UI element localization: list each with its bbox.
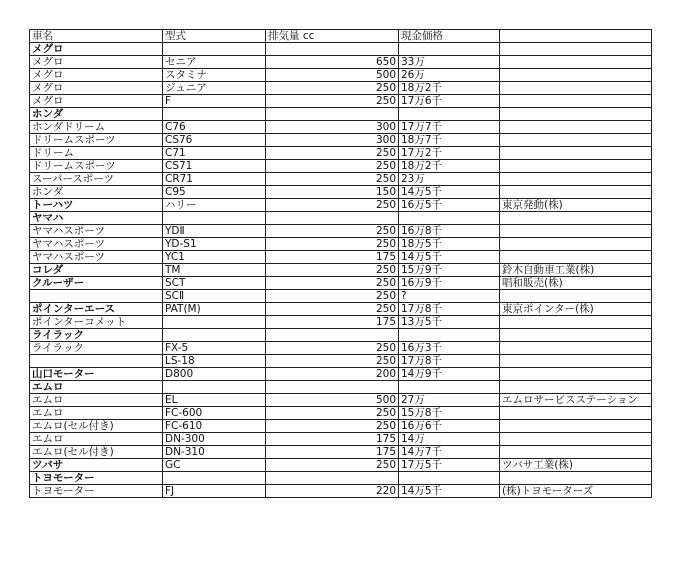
price-cell xyxy=(399,381,500,394)
model-cell: CS76 xyxy=(163,134,266,147)
car-name-cell: ライラック xyxy=(30,342,163,355)
maker-cell xyxy=(500,69,652,82)
car-name-cell: ヤマハスポーツ xyxy=(30,238,163,251)
car-name-cell: ポインターコメット xyxy=(30,316,163,329)
model-cell: GC xyxy=(163,459,266,472)
model-cell xyxy=(163,108,266,121)
displacement-cell: 150 xyxy=(266,186,399,199)
table-row xyxy=(30,290,652,303)
model-cell: LS-18 xyxy=(163,355,266,368)
maker-cell: (株)トヨモーターズ xyxy=(500,485,652,498)
model-cell: YDⅡ xyxy=(163,225,266,238)
car-name-cell: ホンダ xyxy=(30,108,163,121)
price-cell xyxy=(399,43,500,56)
header-displacement: 排気量 cc xyxy=(266,30,399,43)
maker-cell: エムロサービスステーション xyxy=(500,394,652,407)
price-cell: 15万8千 xyxy=(399,407,500,420)
model-cell: DN-310 xyxy=(163,446,266,459)
model-cell: D800 xyxy=(163,368,266,381)
group-row xyxy=(30,212,652,225)
group-row xyxy=(30,108,652,121)
price-cell: 17万8千 xyxy=(399,355,500,368)
header-maker xyxy=(500,30,652,43)
model-cell: F xyxy=(163,95,266,108)
car-name-cell: メグロ xyxy=(30,43,163,56)
price-cell: 14万5千 xyxy=(399,251,500,264)
table-row xyxy=(30,121,652,134)
table-row xyxy=(30,238,652,251)
maker-cell xyxy=(500,56,652,69)
displacement-cell xyxy=(266,472,399,485)
displacement-cell xyxy=(266,329,399,342)
displacement-cell: 250 xyxy=(266,303,399,316)
table-row xyxy=(30,433,652,446)
car-name-cell: ホンダ xyxy=(30,186,163,199)
car-name-cell: トーハツ xyxy=(30,199,163,212)
price-cell: 15万9千 xyxy=(399,264,500,277)
displacement-cell xyxy=(266,108,399,121)
maker-cell xyxy=(500,186,652,199)
group-row xyxy=(30,199,652,212)
price-table xyxy=(29,29,652,498)
displacement-cell: 175 xyxy=(266,316,399,329)
maker-cell xyxy=(500,381,652,394)
car-name-cell: ドリーム xyxy=(30,147,163,160)
group-row xyxy=(30,43,652,56)
displacement-cell: 175 xyxy=(266,446,399,459)
model-cell: EL xyxy=(163,394,266,407)
displacement-cell: 250 xyxy=(266,420,399,433)
price-cell: 14万 xyxy=(399,433,500,446)
table-row xyxy=(30,147,652,160)
header-cash-price: 現金価格 xyxy=(399,30,500,43)
price-cell: 14万9千 xyxy=(399,368,500,381)
price-cell: 16万6千 xyxy=(399,420,500,433)
displacement-cell: 500 xyxy=(266,394,399,407)
maker-cell xyxy=(500,225,652,238)
car-name-cell: クルーザー xyxy=(30,277,163,290)
maker-cell: 唱和販売(株) xyxy=(500,277,652,290)
car-name-cell: エムロ(セル付き) xyxy=(30,446,163,459)
maker-cell xyxy=(500,342,652,355)
displacement-cell: 250 xyxy=(266,147,399,160)
price-cell: ? xyxy=(399,290,500,303)
maker-cell xyxy=(500,43,652,56)
displacement-cell: 250 xyxy=(266,264,399,277)
displacement-cell: 250 xyxy=(266,290,399,303)
price-cell: 14万7千 xyxy=(399,446,500,459)
price-table-body xyxy=(30,30,652,498)
model-cell xyxy=(163,43,266,56)
group-row xyxy=(30,277,652,290)
header-car-name: 車名 xyxy=(30,30,163,43)
maker-cell xyxy=(500,290,652,303)
displacement-cell: 250 xyxy=(266,238,399,251)
displacement-cell: 250 xyxy=(266,160,399,173)
price-cell: 17万6千 xyxy=(399,95,500,108)
car-name-cell: ライラック xyxy=(30,329,163,342)
car-name-cell: ツバサ xyxy=(30,459,163,472)
car-name-cell: メグロ xyxy=(30,95,163,108)
model-cell: FX-5 xyxy=(163,342,266,355)
car-name-cell: エムロ xyxy=(30,381,163,394)
price-cell: 14万5千 xyxy=(399,485,500,498)
model-cell xyxy=(163,329,266,342)
model-cell: SCT xyxy=(163,277,266,290)
price-cell xyxy=(399,108,500,121)
model-cell: C76 xyxy=(163,121,266,134)
maker-cell xyxy=(500,368,652,381)
price-cell: 18万5千 xyxy=(399,238,500,251)
maker-cell xyxy=(500,147,652,160)
displacement-cell: 250 xyxy=(266,355,399,368)
table-row xyxy=(30,251,652,264)
car-name-cell xyxy=(30,290,163,303)
model-cell: ジュニア xyxy=(163,82,266,95)
car-name-cell: ポインターエース xyxy=(30,303,163,316)
maker-cell xyxy=(500,134,652,147)
group-row xyxy=(30,472,652,485)
car-name-cell: トヨモーター xyxy=(30,472,163,485)
maker-cell xyxy=(500,355,652,368)
car-name-cell xyxy=(30,355,163,368)
maker-cell xyxy=(500,433,652,446)
maker-cell xyxy=(500,160,652,173)
header-row xyxy=(30,30,652,43)
group-row xyxy=(30,329,652,342)
model-cell: DN-300 xyxy=(163,433,266,446)
car-name-cell: メグロ xyxy=(30,69,163,82)
model-cell xyxy=(163,212,266,225)
group-row xyxy=(30,381,652,394)
displacement-cell: 220 xyxy=(266,485,399,498)
displacement-cell: 300 xyxy=(266,134,399,147)
model-cell: PAT(M) xyxy=(163,303,266,316)
displacement-cell xyxy=(266,381,399,394)
maker-cell xyxy=(500,95,652,108)
price-cell xyxy=(399,472,500,485)
model-cell xyxy=(163,381,266,394)
maker-cell: 東京ポインター(株) xyxy=(500,303,652,316)
price-cell: 17万5千 xyxy=(399,459,500,472)
displacement-cell: 175 xyxy=(266,433,399,446)
model-cell: スタミナ xyxy=(163,69,266,82)
maker-cell xyxy=(500,329,652,342)
maker-cell xyxy=(500,82,652,95)
table-row xyxy=(30,485,652,498)
model-cell: ハリー xyxy=(163,199,266,212)
price-cell: 18万2千 xyxy=(399,160,500,173)
displacement-cell: 250 xyxy=(266,342,399,355)
price-cell: 26万 xyxy=(399,69,500,82)
model-cell: CS71 xyxy=(163,160,266,173)
maker-cell xyxy=(500,407,652,420)
table-row xyxy=(30,407,652,420)
price-cell xyxy=(399,329,500,342)
model-cell xyxy=(163,472,266,485)
displacement-cell: 250 xyxy=(266,82,399,95)
displacement-cell xyxy=(266,43,399,56)
price-cell: 17万7千 xyxy=(399,121,500,134)
displacement-cell: 300 xyxy=(266,121,399,134)
car-name-cell: ヤマハ xyxy=(30,212,163,225)
displacement-cell: 500 xyxy=(266,69,399,82)
model-cell: YD-S1 xyxy=(163,238,266,251)
car-name-cell: メグロ xyxy=(30,56,163,69)
table-row xyxy=(30,160,652,173)
model-cell: FC-610 xyxy=(163,420,266,433)
table-row xyxy=(30,56,652,69)
table-row xyxy=(30,316,652,329)
car-name-cell: エムロ xyxy=(30,394,163,407)
maker-cell xyxy=(500,446,652,459)
price-cell: 27万 xyxy=(399,394,500,407)
maker-cell xyxy=(500,212,652,225)
displacement-cell: 250 xyxy=(266,225,399,238)
model-cell: YC1 xyxy=(163,251,266,264)
displacement-cell xyxy=(266,212,399,225)
price-cell: 18万2千 xyxy=(399,82,500,95)
price-cell xyxy=(399,212,500,225)
displacement-cell: 250 xyxy=(266,277,399,290)
price-cell: 16万9千 xyxy=(399,277,500,290)
car-name-cell: ヤマハスポーツ xyxy=(30,251,163,264)
car-name-cell: 山口モーター xyxy=(30,368,163,381)
model-cell: セニア xyxy=(163,56,266,69)
model-cell: SCⅡ xyxy=(163,290,266,303)
table-row xyxy=(30,394,652,407)
maker-cell xyxy=(500,173,652,186)
car-name-cell: スーパースポーツ xyxy=(30,173,163,186)
displacement-cell: 250 xyxy=(266,95,399,108)
car-name-cell: エムロ(セル付き) xyxy=(30,420,163,433)
model-cell: C71 xyxy=(163,147,266,160)
car-name-cell: ドリームスポーツ xyxy=(30,134,163,147)
model-cell: FJ xyxy=(163,485,266,498)
price-cell: 17万2千 xyxy=(399,147,500,160)
header-model: 型式 xyxy=(163,30,266,43)
displacement-cell: 250 xyxy=(266,407,399,420)
displacement-cell: 250 xyxy=(266,459,399,472)
price-cell: 14万5千 xyxy=(399,186,500,199)
maker-cell: ツバサ工業(株) xyxy=(500,459,652,472)
table-row xyxy=(30,420,652,433)
car-name-cell: メグロ xyxy=(30,82,163,95)
displacement-cell: 200 xyxy=(266,368,399,381)
price-cell: 13万5千 xyxy=(399,316,500,329)
group-row xyxy=(30,368,652,381)
price-cell: 18万7千 xyxy=(399,134,500,147)
price-cell: 17万8千 xyxy=(399,303,500,316)
car-name-cell: トヨモーター xyxy=(30,485,163,498)
maker-cell xyxy=(500,121,652,134)
car-name-cell: ヤマハスポーツ xyxy=(30,225,163,238)
maker-cell xyxy=(500,420,652,433)
price-cell: 16万5千 xyxy=(399,199,500,212)
model-cell xyxy=(163,316,266,329)
table-row xyxy=(30,446,652,459)
maker-cell: 東京発動(株) xyxy=(500,199,652,212)
displacement-cell: 250 xyxy=(266,199,399,212)
table-row xyxy=(30,82,652,95)
displacement-cell: 175 xyxy=(266,251,399,264)
group-row xyxy=(30,303,652,316)
displacement-cell: 250 xyxy=(266,173,399,186)
car-name-cell: ホンダドリーム xyxy=(30,121,163,134)
price-cell: 23万 xyxy=(399,173,500,186)
table-row xyxy=(30,69,652,82)
maker-cell xyxy=(500,316,652,329)
maker-cell xyxy=(500,472,652,485)
car-name-cell: ドリームスポーツ xyxy=(30,160,163,173)
model-cell: CR71 xyxy=(163,173,266,186)
table-row xyxy=(30,225,652,238)
price-cell: 16万8千 xyxy=(399,225,500,238)
displacement-cell: 650 xyxy=(266,56,399,69)
model-cell: TM xyxy=(163,264,266,277)
table-row xyxy=(30,173,652,186)
group-row xyxy=(30,264,652,277)
table-row xyxy=(30,355,652,368)
maker-cell xyxy=(500,108,652,121)
table-row xyxy=(30,95,652,108)
price-cell: 16万3千 xyxy=(399,342,500,355)
table-row xyxy=(30,186,652,199)
price-cell: 33万 xyxy=(399,56,500,69)
group-row xyxy=(30,459,652,472)
model-cell: FC-600 xyxy=(163,407,266,420)
car-name-cell: コレダ xyxy=(30,264,163,277)
table-row xyxy=(30,342,652,355)
maker-cell xyxy=(500,251,652,264)
table-row xyxy=(30,134,652,147)
car-name-cell: エムロ xyxy=(30,433,163,446)
maker-cell: 鈴木自動車工業(株) xyxy=(500,264,652,277)
maker-cell xyxy=(500,238,652,251)
model-cell: C95 xyxy=(163,186,266,199)
car-name-cell: エムロ xyxy=(30,407,163,420)
